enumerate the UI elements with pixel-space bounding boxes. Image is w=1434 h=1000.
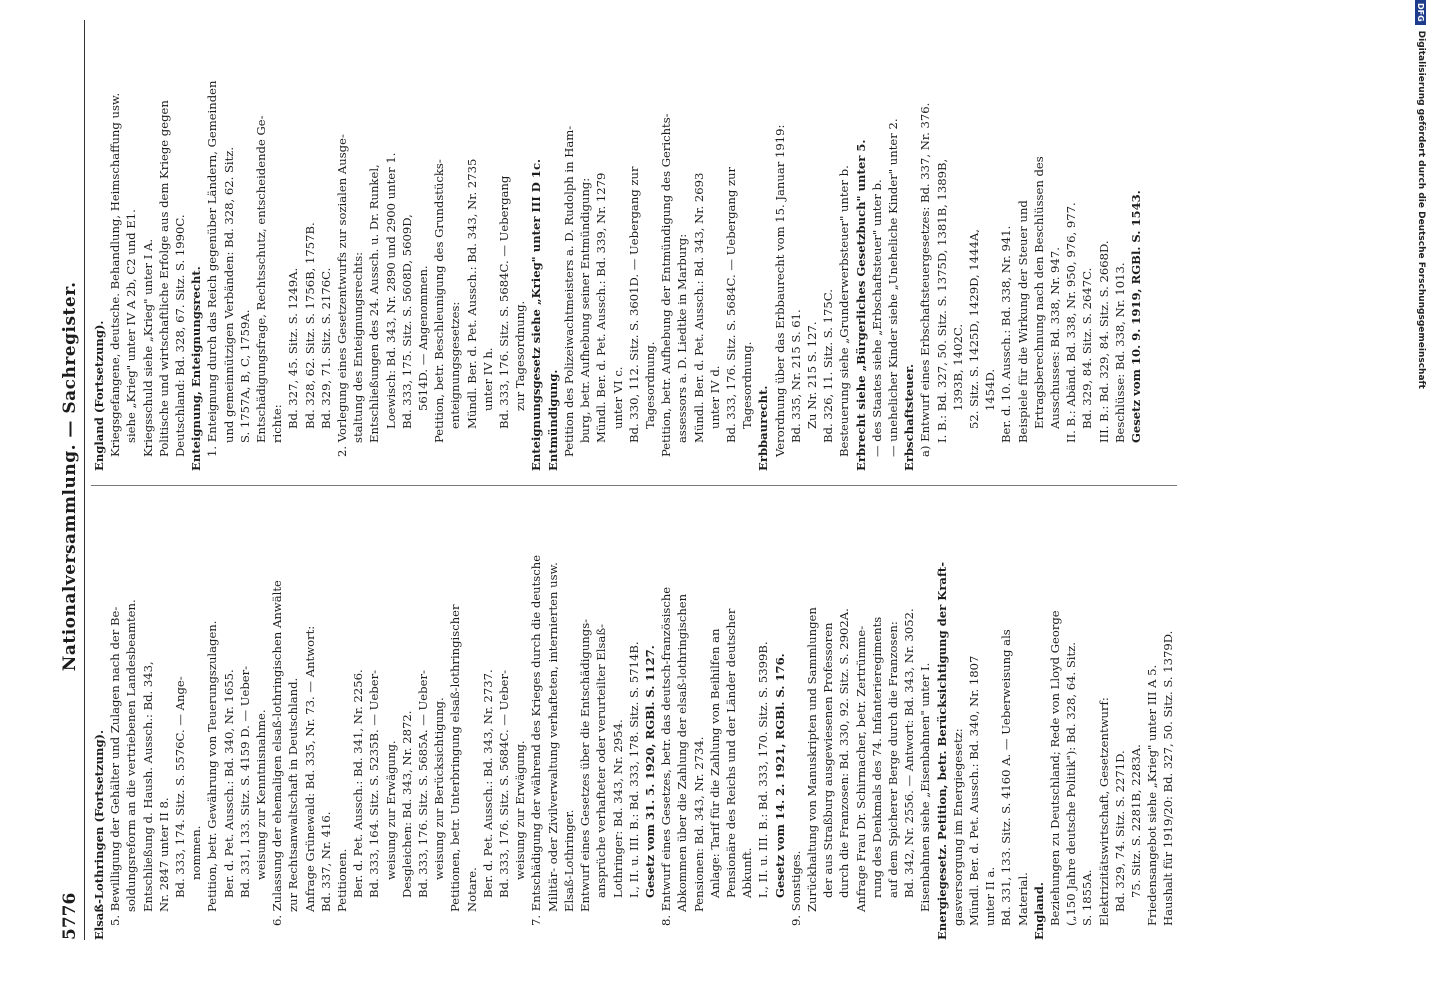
- index-entry-line: a) Entwurf eines Erbschaftsteuergesetzes: Bd. 337, Nr. 376.: [918, 102, 933, 457]
- index-entry-line: Petition, betr. Gewährung von Teuerungszulagen.: [205, 620, 220, 912]
- index-entry-line: 1. Enteignung durch das Reich gegenüber Ländern, Gemeinden: [205, 80, 220, 457]
- index-entry-line: gasversorgung im Energiegesetz:: [950, 728, 965, 926]
- index-heading: Energiegesetz. Petition, betr. Berücksichtigung der Kraft-: [934, 561, 949, 940]
- credit-text-container: [1408, 0, 1434, 700]
- index-heading: Erbschaftsteuer.: [902, 363, 917, 471]
- index-entry-line: 1454D.: [983, 368, 998, 411]
- index-entry-line: Besteuerung siehe „Grunderwerbsteuer" unter b.: [837, 165, 852, 457]
- index-entry-line: Bd. 337, Nr. 416.: [318, 811, 333, 912]
- index-entry-line: I., II. u. III. B.: Bd. 333, 178. Sitz. S. 5714B.: [626, 641, 641, 898]
- page-header: [60, 20, 85, 940]
- index-entry-line: Abkommen über die Zahlung der elsaß-lothringischen: [675, 593, 690, 912]
- index-entry-line: Entschließung d. Haush. Aussch.: Bd. 343,: [140, 661, 155, 912]
- index-heading: Enteignungsgesetz siehe „Krieg" unter III D 1c.: [529, 158, 544, 471]
- index-entry-line: Petition, betr. Beschleunigung des Grundstücks-: [432, 159, 447, 443]
- index-entry-line: Zurückhaltung von Manuskripten und Sammlungen: [804, 607, 819, 912]
- index-entry-line: Ausschusses: Bd. 338, Nr. 947.: [1047, 247, 1062, 429]
- index-entry-line: unter II a.: [983, 866, 998, 926]
- index-entry-line: Pensionäre des Reichs und der Länder deutscher: [723, 608, 738, 898]
- page-number: 5776: [60, 892, 80, 940]
- index-entry-line: der aus Straßburg ausgewiesenen Professoren: [821, 622, 836, 898]
- index-entry-line: auf dem Spicherer Berge durch die Franzosen:: [885, 621, 900, 898]
- index-entry-line: Desgleichen: Bd. 343, Nr. 2872.: [399, 710, 414, 898]
- index-heading: Elsaß-Lothringen (Fortsetzung).: [92, 729, 106, 940]
- index-entry-line: zur Rechtsanwaltschaft in Deutschland.: [286, 677, 301, 912]
- index-entry-line: Bd. 330, 112. Sitz. S. 3601D. — Uebergang zur: [626, 166, 641, 443]
- index-entry-line: Militär- oder Zivilverwaltung verhafteten, internierten usw.: [545, 562, 560, 912]
- index-entry-line: Tagesordnung.: [740, 341, 755, 429]
- index-entry-line: Bd. 329, 74. Sitz. S. 2271D.: [1112, 750, 1127, 912]
- index-entry-line: unter IV h.: [480, 347, 495, 411]
- index-entry-line: Bd. 326, 11. Sitz. S. 175C.: [821, 289, 836, 443]
- index-entry-line: Bd. 333, 176. Sitz. S. 5684C. — Uebergang: [497, 175, 512, 429]
- index-entry-line: 9. Sonstiges.: [788, 850, 803, 926]
- index-entry-line: Entschließungen des 24. Aussch. u. Dr. Runkel,: [367, 164, 382, 443]
- index-entry-line: staltung des Enteignungsrechts:: [351, 251, 366, 443]
- index-entry-line: unter VI c.: [610, 366, 625, 429]
- index-entry-line: Material.: [1015, 872, 1030, 926]
- index-entry-line: soldungsreform an die vertriebenen Landesbeamten.: [124, 599, 139, 912]
- index-entry-line: assessors a. D. Liedtke in Marburg:: [675, 233, 690, 443]
- index-entry-line: Deutschland: Bd. 328, 67. Sitz. S. 1990C.: [173, 214, 188, 457]
- index-entry-line: Abkunft.: [740, 847, 755, 898]
- left-column: [91, 500, 1177, 940]
- index-entry-line: Loewisch: Bd. 343, Nr. 2890 und 2900 unter 1.: [383, 152, 398, 429]
- index-heading: England (Fortsetzung).: [92, 320, 106, 471]
- index-entry-line: 5. Bewilligung der Gehälter und Zulagen nach der Be-: [108, 606, 123, 926]
- index-entry-line: Zu Nr. 215 S. 127.: [804, 321, 819, 429]
- index-entry-line: Tagesordnung.: [642, 341, 657, 429]
- digitization-credit: Digitalisierung gefördert durch die Deutsche Forschungsgemeinschaft: [1416, 30, 1426, 389]
- index-entry-line: rung des Denkmals des 74. Infanterieregiments: [869, 616, 884, 898]
- index-entry-line: Kriegsgefangene, deutsche. Behandlung, Heimschaffung usw.: [108, 92, 123, 457]
- index-entry-line: 1393B, 1402C.: [950, 323, 965, 411]
- index-entry-line: I., II. u. III. B.: Bd. 333, 170. Sitz. S. 5399B.: [756, 641, 771, 898]
- index-entry-line: und gemeinnützigen Verbänden: Bd. 328, 62. Sitz.: [221, 146, 236, 443]
- index-entry-line: S. 1855A.: [1080, 869, 1095, 926]
- index-entry-line: Petitionen, betr. Unterbringung elsaß-lothringischer: [448, 604, 463, 912]
- index-entry-line: nommen.: [189, 825, 204, 880]
- index-entry-line: Bd. 333, 176. Sitz. S. 5685A. — Ueber-: [416, 670, 431, 898]
- index-entry-line: enteignungsgesetzes:: [448, 301, 463, 429]
- index-entry-line: 75. Sitz. S. 2281B, 2283A.: [1129, 744, 1143, 898]
- index-entry-line: Bd. 333, 175. Sitz. S. 5608D, 5609D,: [399, 214, 414, 429]
- index-entry-line: Bd. 335, Nr. 215 S. 61.: [788, 309, 803, 443]
- index-entry-line: Bd. 331, 133. Sitz. S. 4159 D. — Ueber-: [237, 665, 252, 898]
- index-entry-line: burg, betr. Aufhebung seiner Entmündigung:: [578, 177, 593, 443]
- index-entry-line: richte:: [270, 404, 285, 443]
- index-entry-line: Pensionen: Bd. 343, Nr. 2734.: [691, 736, 706, 912]
- index-entry-line: weisung zur Erwägung.: [383, 740, 398, 880]
- index-entry-line: ansprüche verhafteter oder verurteilter Elsaß-: [594, 624, 609, 898]
- index-entry-line: („150 Jahre deutsche Politik"): Bd. 328, 64. Sitz.: [1064, 642, 1079, 926]
- index-entry-line: Gesetz vom 31. 5. 1920, RGBl. S. 1127.: [642, 645, 657, 898]
- index-entry-line: 6. Zulassung der ehemaligen elsaß-lothringischen Anwälte: [270, 580, 285, 926]
- index-entry-line: Anfrage Frau Dr. Schirmacher, betr. Zertrümme-: [853, 625, 868, 912]
- index-entry-line: 8. Entwurf eines Gesetzes, betr. das deutsch-französische: [659, 586, 674, 926]
- index-entry-line: Mündl. Ber. d. Pet. Aussch.: Bd. 339, Nr. 1279: [594, 172, 609, 443]
- index-entry-line: Mündl. Ber. d. Pet. Aussch.: Bd. 343, Nr. 2735: [464, 158, 479, 429]
- index-entry-line: 5614D. — Angenommen.: [416, 265, 431, 411]
- index-entry-line: Eisenbahnen siehe „Eisenbahnen" unter I.: [918, 662, 933, 912]
- index-entry-line: Petitionen.: [335, 848, 350, 912]
- page-title: Nationalversammlung. — Sachregister.: [60, 281, 80, 672]
- index-entry-line: Anlage: Tarif für die Zahlung von Beihilfen an: [707, 628, 722, 898]
- index-heading: Erbrecht siehe „Bürgerliches Gesetzbuch" unter 5.: [853, 139, 868, 471]
- index-entry-line: Politische und wirtschaftliche Erfolge aus dem Kriege gegen: [156, 100, 171, 457]
- index-entry-line: weisung zur Erwägung.: [513, 740, 528, 880]
- index-entry-line: Ber. d. Pet. Aussch.: Bd. 343, Nr. 2737.: [480, 669, 495, 898]
- index-entry-line: Verordnung über das Erbbaurecht vom 15. Januar 1919:: [772, 124, 787, 457]
- index-entry-line: Beispiele für die Wirkung der Steuer und: [1015, 200, 1030, 443]
- columns: [91, 20, 1177, 940]
- index-entry-line: Bd. 331, 133. Sitz. S. 4160 A. — Ueberweisung als: [999, 629, 1014, 926]
- index-entry-line: Beschlüsse: Bd. 338, Nr. 1013.: [1112, 262, 1127, 443]
- index-entry-line: Entwurf eines Gesetzes über die Entschädigungs-: [578, 618, 593, 912]
- index-entry-line: Petition, betr. Aufhebung der Entmündigung des Gerichts-: [659, 113, 674, 457]
- index-entry-line: Ber. d. Pet. Aussch.: Bd. 340, Nr. 1655.: [221, 669, 236, 898]
- dfg-logo: DFG: [1416, 0, 1427, 25]
- index-entry-line: Petition des Polizeiwachtmeisters a. D. Rudolph in Ham-: [561, 125, 576, 457]
- index-entry-line: Nr. 2847 unter II 8.: [156, 797, 171, 912]
- index-entry-line: weisung zur Berücksichtigung.: [432, 697, 447, 880]
- index-entry-line: Gesetz vom 14. 2. 1921, RGBl. S. 176.: [772, 653, 787, 898]
- index-entry-line: Kriegsschuld siehe „Krieg" unter I A.: [140, 238, 155, 457]
- index-entry-line: Bd. 342, Nr. 2556. — Antwort: Bd. 343, Nr. 3052.: [902, 608, 917, 898]
- index-entry-line: S. 1757A, B, C, 1759A.: [237, 309, 252, 443]
- index-entry-line: Ber. d. 10. Aussch.: Bd. 338, Nr. 941.: [999, 225, 1014, 443]
- index-entry-line: Bd. 333, 164. Sitz. S. 5235B. — Ueber-: [367, 669, 382, 898]
- index-entry-line: III. B.: Bd. 329, 84. Sitz. S. 2668D.: [1096, 240, 1111, 443]
- index-entry-line: Friedensangebot siehe „Krieg" unter III A 5.: [1145, 664, 1160, 926]
- index-entry-line: — unehelicher Kinder siehe „Uneheliche Kinder" unter 2.: [885, 118, 900, 457]
- index-entry-line: Bd. 329, 71. Sitz. S. 2176C.: [318, 267, 333, 429]
- index-entry-line: — des Staates siehe „Erbschaftsteuer" unter b.: [869, 179, 884, 457]
- index-entry-line: Bd. 327, 45. Sitz. S. 1249A.: [286, 267, 301, 429]
- index-entry-line: Notare.: [464, 867, 479, 912]
- index-entry-line: zur Tagesordnung.: [513, 300, 528, 411]
- index-entry-line: siehe „Krieg" unter IV A 2b, C2 und E1.: [124, 209, 139, 443]
- index-heading: Erbbaurecht.: [756, 385, 771, 471]
- index-entry-line: Ertragsberechnung nach den Beschlüssen des: [1031, 156, 1046, 429]
- index-entry-line: 52. Sitz. S. 1425D, 1429D, 1444A,: [966, 229, 981, 429]
- index-entry-line: weisung zur Kenntnisnahme.: [254, 709, 269, 880]
- index-entry-line: Mündl. Ber. d. Pet. Aussch.: Bd. 340, Nr. 1807: [966, 655, 981, 926]
- index-entry-line: 7. Entschädigung der während des Krieges durch die deutsche: [529, 554, 544, 926]
- index-entry-line: Bd. 329, 84. Sitz. S. 2647C.: [1080, 267, 1095, 429]
- index-entry-line: I. B.: Bd. 327, 50. Sitz. S. 1375D, 1381B, 1389B,: [934, 158, 949, 443]
- index-entry-line: Lothringer: Bd. 343, Nr. 2954.: [610, 719, 625, 898]
- index-entry-line: Bd. 333, 174. Sitz. S. 5576C. — Ange-: [173, 676, 188, 898]
- index-entry-line: Elektrizitätswirtschaft, Gesetzentwurf:: [1096, 697, 1111, 926]
- column-divider: [91, 485, 1177, 486]
- index-entry-line: Anfrage Grünewald: Bd. 335, Nr. 73. — Antwort:: [302, 625, 317, 912]
- index-entry-line: Bd. 333, 176. Sitz. S. 5684C. — Uebergang zur: [723, 166, 738, 443]
- index-entry-line: II. B.: Abänd. Bd. 338, Nr. 950, 976, 977.: [1064, 202, 1079, 443]
- index-entry-line: Haushalt für 1919/20: Bd. 327, 50. Sitz. S. 1379D.: [1161, 630, 1176, 926]
- index-entry-line: unter IV d.: [707, 365, 722, 429]
- index-entry-line: Entschädigungsfrage, Rechtsschutz, entscheidende Ge-: [254, 115, 269, 443]
- digitization-credit-strip: [1408, 0, 1434, 1000]
- index-heading: Entmündigung.: [545, 369, 560, 471]
- index-entry-line: Mündl. Ber. d. Pet. Aussch.: Bd. 343, Nr. 2693: [691, 172, 706, 443]
- right-column: [91, 31, 1177, 471]
- index-entry-line: Bd. 328, 62. Sitz. S. 1756B, 1757B.: [302, 222, 317, 429]
- index-entry-line: Gesetz vom 10. 9. 1919, RGBl. S. 1543.: [1129, 190, 1143, 443]
- index-entry-line: Beziehungen zu Deutschland; Rede von Lloyd George: [1047, 610, 1062, 926]
- index-entry-line: Bd. 333, 176. Sitz. S. 5684C. — Ueber-: [497, 670, 512, 898]
- index-heading: England.: [1031, 882, 1046, 940]
- index-entry-line: Elsaß-Lothringer.: [561, 809, 576, 912]
- index-entry-line: Ber. d. Pet. Aussch.: Bd. 341, Nr. 2256.: [351, 669, 366, 898]
- index-entry-line: 2. Vorlegung eines Gesetzentwurfs zur sozialen Ausge-: [335, 134, 350, 457]
- index-heading: Enteignung, Enteignungsrecht.: [189, 266, 204, 471]
- index-entry-line: durch die Franzosen: Bd. 330, 92. Sitz. S. 2902A.: [837, 608, 852, 898]
